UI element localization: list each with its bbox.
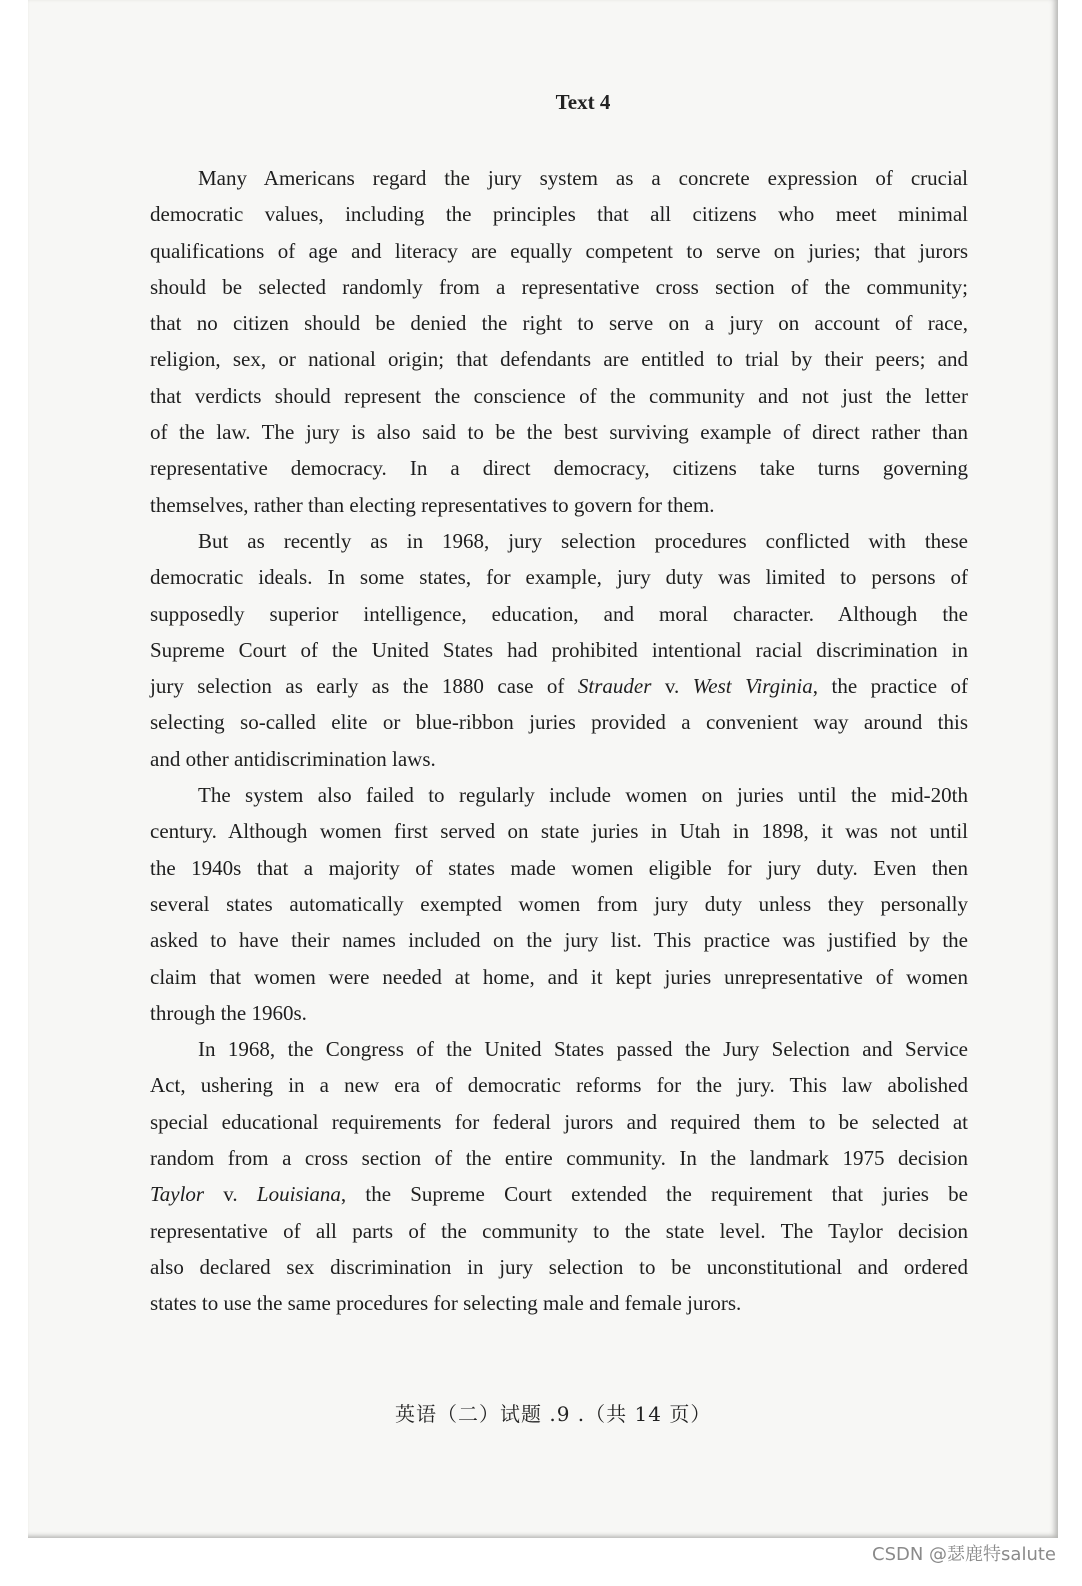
line-text: selecting so-called elite or blue-ribbon juries provided a convenient way around this bbox=[150, 710, 968, 735]
section-title: Text 4 bbox=[555, 90, 611, 114]
line-text: themselves, rather than electing representatives to govern for them. bbox=[150, 492, 715, 517]
text-line bbox=[150, 995, 968, 1031]
text-line bbox=[150, 668, 968, 704]
page-margin bbox=[1058, 0, 1082, 1586]
text-line bbox=[150, 378, 968, 414]
line-text: of the law. The jury is also said to be the best surviving example of direct rather than bbox=[150, 420, 968, 445]
text-line bbox=[150, 233, 968, 269]
text-line bbox=[150, 741, 968, 777]
text-line bbox=[150, 305, 968, 341]
text-line bbox=[150, 813, 968, 849]
line-text: asked to have their names included on the jury list. This practice was justified by the bbox=[150, 928, 968, 953]
line-text: The system also failed to regularly include women on juries until the mid-20th bbox=[198, 783, 968, 808]
text-line bbox=[150, 196, 968, 232]
line-text: the 1940s that a majority of states made women eligible for jury duty. Even then bbox=[150, 855, 968, 880]
watermark: CSDN @瑟鹿特salute bbox=[872, 1544, 1056, 1565]
text-line bbox=[150, 886, 968, 922]
line-text: states to use the same procedures for selecting male and female jurors. bbox=[150, 1291, 742, 1316]
line-text: several states automatically exempted women from jury duty unless they personally bbox=[150, 891, 968, 916]
text-line bbox=[150, 523, 968, 559]
line-text: special educational requirements for federal jurors and required them to be selected at bbox=[150, 1109, 968, 1134]
paragraph bbox=[150, 160, 968, 523]
line-text: should be selected randomly from a representative cross section of the community; bbox=[150, 274, 968, 299]
line-text: that verdicts should represent the conscience of the community and not just the letter bbox=[150, 383, 968, 408]
paragraph bbox=[150, 523, 968, 777]
text-segment: v. bbox=[651, 674, 693, 699]
line-text: democratic values, including the principles that all citizens who meet minimal bbox=[150, 202, 968, 227]
line-text: qualifications of age and literacy are equally competent to serve on juries; that jurors bbox=[150, 238, 968, 263]
text-line bbox=[150, 1031, 968, 1067]
line-text: religion, sex, or national origin; that defendants are entitled to trial by their peers; and bbox=[150, 347, 968, 372]
text-line bbox=[150, 414, 968, 450]
text-line bbox=[150, 922, 968, 958]
line-text: Act, ushering in a new era of democratic reforms for the jury. This law abolished bbox=[150, 1073, 968, 1098]
line-text: Supreme Court of the United States had prohibited intentional racial discrimination in bbox=[150, 637, 968, 662]
line-text: century. Although women first served on state juries in Utah in 1898, it was not until bbox=[150, 819, 968, 844]
line-text: democratic ideals. In some states, for example, jury duty was limited to persons of bbox=[150, 565, 968, 590]
line-text: through the 1960s. bbox=[150, 1000, 307, 1025]
text-line bbox=[150, 1067, 968, 1103]
text-line bbox=[150, 1104, 968, 1140]
text-line bbox=[150, 1213, 968, 1249]
text-line bbox=[150, 160, 968, 196]
passage-body bbox=[150, 160, 968, 1322]
line-text bbox=[150, 668, 968, 704]
text-line bbox=[150, 959, 968, 995]
case-name-italic: West Virginia bbox=[692, 674, 813, 699]
line-text: and other antidiscrimination laws. bbox=[150, 746, 436, 771]
text-segment: v. bbox=[204, 1182, 257, 1207]
paragraph bbox=[150, 777, 968, 1031]
line-text: representative democracy. In a direct democracy, citizens take turns governing bbox=[150, 456, 968, 481]
text-line bbox=[150, 1140, 968, 1176]
line-text: random from a cross section of the entire community. In the landmark 1975 decision bbox=[150, 1146, 968, 1171]
text-line bbox=[150, 559, 968, 595]
line-text: supposedly superior intelligence, education, and moral character. Although the bbox=[150, 601, 968, 626]
paragraph bbox=[150, 1031, 968, 1321]
line-text: also declared sex discrimination in jury selection to be unconstitutional and ordered bbox=[150, 1254, 968, 1279]
text-line bbox=[150, 596, 968, 632]
line-text bbox=[150, 1176, 968, 1212]
text-segment: jury selection as early as the 1880 case of bbox=[150, 674, 578, 699]
line-text: claim that women were needed at home, and it kept juries unrepresentative of women bbox=[150, 964, 968, 989]
line-text: In 1968, the Congress of the United States passed the Jury Selection and Service bbox=[198, 1037, 968, 1062]
text-line bbox=[150, 341, 968, 377]
text-line bbox=[150, 269, 968, 305]
case-name-italic: Louisiana bbox=[256, 1182, 341, 1207]
text-line bbox=[150, 850, 968, 886]
text-line bbox=[150, 1285, 968, 1321]
line-text: representative of all parts of the community to the state level. The Taylor decision bbox=[150, 1218, 968, 1243]
line-text: that no citizen should be denied the right to serve on a jury on account of race, bbox=[150, 311, 968, 336]
text-line bbox=[150, 632, 968, 668]
text-line bbox=[150, 777, 968, 813]
text-line bbox=[150, 487, 968, 523]
text-line bbox=[150, 704, 968, 740]
text-line bbox=[150, 1249, 968, 1285]
text-segment: , the Supreme Court extended the requirement that juries be bbox=[340, 1182, 968, 1207]
line-text: Many Americans regard the jury system as a concrete expression of crucial bbox=[198, 166, 968, 190]
text-line bbox=[150, 1176, 968, 1212]
page-footer: 英语（二）试题 .9 .（共 14 页） bbox=[395, 1402, 712, 1426]
case-name-italic: Strauder bbox=[577, 674, 652, 699]
text-segment: , the practice of bbox=[812, 674, 969, 699]
line-text: But as recently as in 1968, jury selection procedures conflicted with these bbox=[198, 528, 968, 553]
text-line bbox=[150, 450, 968, 486]
case-name-italic: Taylor bbox=[150, 1182, 205, 1207]
